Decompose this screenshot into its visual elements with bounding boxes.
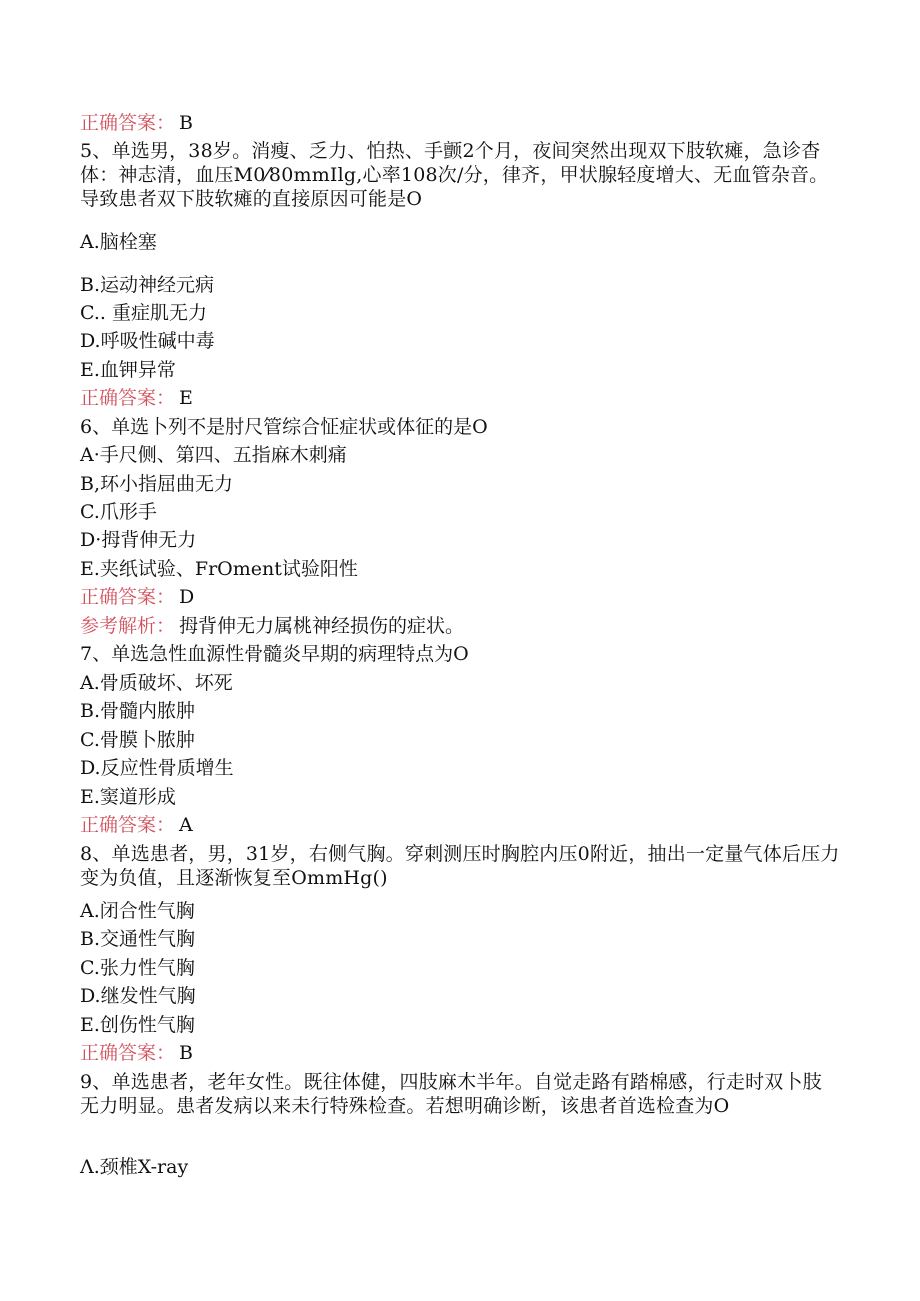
option-d: D.反应性骨质增生: [80, 757, 234, 779]
analysis-label: 参考解析：: [80, 615, 176, 637]
option-d: D·拇背伸无力: [80, 529, 197, 551]
option-e: E.创伤性气胸: [80, 1014, 195, 1036]
option-a: A.闭合性气胸: [80, 900, 195, 922]
option-b: B,环小指屈曲无力: [80, 473, 234, 495]
option-b: B.骨髓内脓肿: [80, 700, 196, 722]
answer-label: 正确答案：: [80, 814, 176, 836]
answer-label: 正确答案：: [80, 1042, 176, 1064]
answer-value: D: [179, 586, 195, 608]
question-text: 5、单选男，38岁。消瘦、乏力、怕热、手颤2个月，夜间突然出现双下肢软瘫，急诊杳体：神志清，血压M0⁄80mmIlg,心率108次/分，律齐，甲状腺轻度增大、无血管杂音。导致患者双下肢软瘫的直接原因可能是O: [80, 140, 829, 210]
question-text: 9、单选患者，老年女性。既往体健，四肢麻木半年。自觉走路有踏棉感，行走时双卜肢无力明显。患者发病以来未行特殊检查。若想明确诊断，该患者首选检查为O: [80, 1071, 822, 1117]
option-d: D.呼吸性碱中毒: [80, 330, 215, 352]
option-c: C.骨膜卜脓肿: [80, 729, 195, 751]
option-a: A·手尺侧、第四、五指麻木刺痛: [80, 444, 347, 466]
answer-line: [80, 386, 193, 410]
answer-value: A: [179, 814, 193, 836]
option-a: A.脑栓塞: [80, 231, 157, 253]
answer-label: 正确答案：: [80, 387, 176, 409]
answer-line: [80, 585, 194, 609]
option-b: B.交通性气胸: [80, 928, 196, 950]
option-a: Λ.颈椎X-ray: [80, 1156, 189, 1178]
option-e: E.窦道形成: [80, 786, 176, 808]
answer-value: E: [179, 387, 193, 409]
question-text: 7、单选急性血源性骨髓炎早期的病理特点为O: [80, 643, 469, 665]
answer-line: [80, 111, 193, 135]
answer-label: 正确答案：: [80, 586, 176, 608]
answer-value: B: [179, 112, 193, 134]
answer-value: B: [179, 1042, 193, 1064]
answer-label: 正确答案：: [80, 112, 176, 134]
question-text: 6、单选卜列不是肘尺管综合怔症状或体征的是O: [80, 416, 488, 438]
question-text: 8、单选患者，男，31岁，右侧气胸。穿刺测压时胸腔内压0附近，抽出一定量气体后压力变为负值，且逐渐恢复至OmmHg(): [80, 843, 840, 889]
option-e: E.血钾异常: [80, 359, 176, 381]
option-c: C.张力性气胸: [80, 957, 195, 979]
option-c: C.爪形手: [80, 501, 157, 523]
option-c: C.. 重症肌无力: [80, 302, 207, 324]
analysis-line: [80, 614, 464, 638]
option-a: A.骨质破坏、坏死: [80, 672, 233, 694]
option-e: E.夹纸试验、FrOment试验阳性: [80, 558, 358, 580]
option-d: D.继发性气胸: [80, 985, 196, 1007]
option-b: B.运动神经元病: [80, 274, 215, 296]
answer-line: [80, 1041, 193, 1065]
analysis-text: 拇背伸无力属桃神经损伤的症状。: [179, 615, 465, 637]
answer-line: [80, 813, 193, 837]
